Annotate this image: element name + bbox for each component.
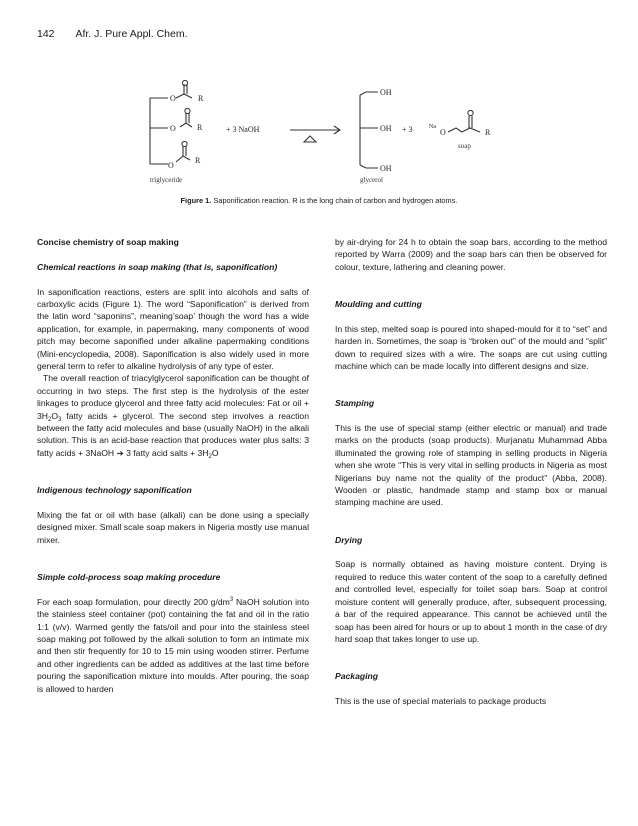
r-label: R bbox=[198, 94, 204, 103]
paragraph-moulding: In this step, melted soap is poured into shaped-mould for it to “set” and harden in. Sometimes, the soap is “broken out” of the mould and “split” down to required sizes with a wire. The soaps are cut using cutting machine which can be made locally into different designs and size. bbox=[335, 323, 607, 372]
journal-name: Afr. J. Pure Appl. Chem. bbox=[75, 28, 188, 40]
left-column bbox=[37, 236, 309, 695]
na-label: Na bbox=[429, 124, 436, 130]
three-label: + 3 bbox=[402, 125, 413, 134]
r-label: R bbox=[197, 123, 203, 132]
paragraph-formulation: For each soap formulation, pour directly 200 $g/dm^3$ NaOH solution into the stainless steel container (pot) containing the fat and oil in the ratio 1:1 (v/v). Warmed gently the fats/oil and pour into the stainless steel soap making pot followed by the alkali solution to form an intimate mix and then stir frequently for 10 to 15 min using wooden stirrer. Perfume and other ingredients can be added as additives at the last time before pouring the saponification mixture into moulds. After pouring, the soap is allowed to harden bbox=[37, 596, 310, 694]
subsection-heading-drying: Drying bbox=[335, 534, 363, 545]
o-label: O bbox=[170, 94, 176, 103]
subsection-heading-moulding: Moulding and cutting bbox=[335, 299, 422, 310]
figure-caption-text: Saponification reaction. R is the long chain of carbon and hydrogen atoms. bbox=[213, 196, 458, 205]
soap-label: soap bbox=[458, 142, 471, 150]
o-label: O bbox=[440, 128, 446, 137]
paragraph-packaging: This is the use of special materials to package products bbox=[335, 695, 547, 706]
r-label: R bbox=[485, 128, 491, 137]
paragraph-air-drying: by air-drying for 24 h to obtain the soap bars, according to the method reported by Warra (2009) and the soap bars can then be observed for colour, texture, lathering and cleaning power. bbox=[335, 237, 607, 272]
glycerol-label: glycerol bbox=[360, 176, 383, 184]
paragraph-stamping: This is the use of special stamp (either electric or manual) and trade marks on the products (soap products). Murjanatu Muhammad Abba illuminated the growing role of stamping in selling products in Nigeria when she wrote “This is very vital in selling products in Nigeria as most Nigerians buy name not the quality of the product” (Abba, 2008). Wooden or plastic, handmade stamp and stamp box or manual stamping machine are used. bbox=[335, 423, 607, 508]
paragraph-saponification: In saponification reactions, esters are split into alcohols and salts of carboxylic acids (Figure 1). The word “Saponification” is derived from the latin word “saponins”, meaning’soap’ though the word has a wide application, for example, in papermaking, many components of wood pitch may become saponified under alkaline papermaking conditions (Mini-encyclopedia, 2008). Saponification is also widely used in more general term to refer to alkaline hydrolysis of any type of ester. bbox=[37, 286, 309, 372]
subsection-heading-stamping: Stamping bbox=[335, 398, 375, 409]
naoh-label: + 3 NaOH bbox=[226, 125, 260, 134]
o-label: O bbox=[170, 124, 176, 133]
oh-label: OH bbox=[380, 164, 392, 173]
arrow-icon: ➔ bbox=[116, 447, 124, 458]
paragraph-drying: Soap is normally obtained as having moisture content. Drying is required to reduce this water content of the soap to a carefully defined and controlled level, especially for toilet soap bars. Soap at control moisture content will generally produce, after, subsequent processing, a bar of the required appearance. This cannot be achieved until the soap has been aired for hours or up to about 1 month in the case of dry hard soap that takes longer to use up. bbox=[335, 559, 607, 644]
page-header bbox=[37, 28, 188, 40]
oh-label: OH bbox=[380, 124, 392, 133]
page-number: 142 bbox=[37, 28, 55, 40]
subsection-heading-indigenous: Indigenous technology saponification bbox=[37, 485, 192, 496]
triglyceride-label: triglyceride bbox=[150, 176, 183, 184]
paragraph-overall-reaction: The overall reaction of triacylglycerol saponification can be thought of occurring in two steps. The first step is the hydrolysis of the ester linkages to produce glycerol and three fatty acid molecules: Fat or oil + $3H_2O_3$ fatty acids + glycerol. The second step involves a reaction between the fatty acid molecules and base (usually NaOH) in the alkali solution. This is an acid-base reaction that produces water plus salts: 3 fatty acids + 3NaOH ➔ 3 fatty acid salts + $3H_2O$ bbox=[37, 373, 309, 460]
saponification-reaction-diagram bbox=[140, 80, 510, 186]
subsection-heading-cold-process: Simple cold-process soap making procedure bbox=[37, 571, 221, 582]
paragraph-mixing: Mixing the fat or oil with base (alkali) can be done using a specially designed mixer. Small scale soap makers in Nigeria mostly use manual mixer. bbox=[37, 509, 309, 545]
subsection-heading-chemical-reactions: Chemical reactions in soap making (that is, saponification) bbox=[37, 261, 278, 272]
right-column bbox=[335, 236, 607, 707]
saponification-figure bbox=[140, 80, 510, 186]
figure-label: Figure 1. bbox=[180, 196, 212, 205]
subsection-heading-packaging: Packaging bbox=[335, 671, 378, 682]
section-heading-concise: Concise chemistry of soap making bbox=[37, 237, 179, 247]
oh-label: OH bbox=[380, 88, 392, 97]
o-label: O bbox=[168, 161, 174, 170]
r-label: R bbox=[195, 156, 201, 165]
figure-caption bbox=[0, 196, 638, 205]
